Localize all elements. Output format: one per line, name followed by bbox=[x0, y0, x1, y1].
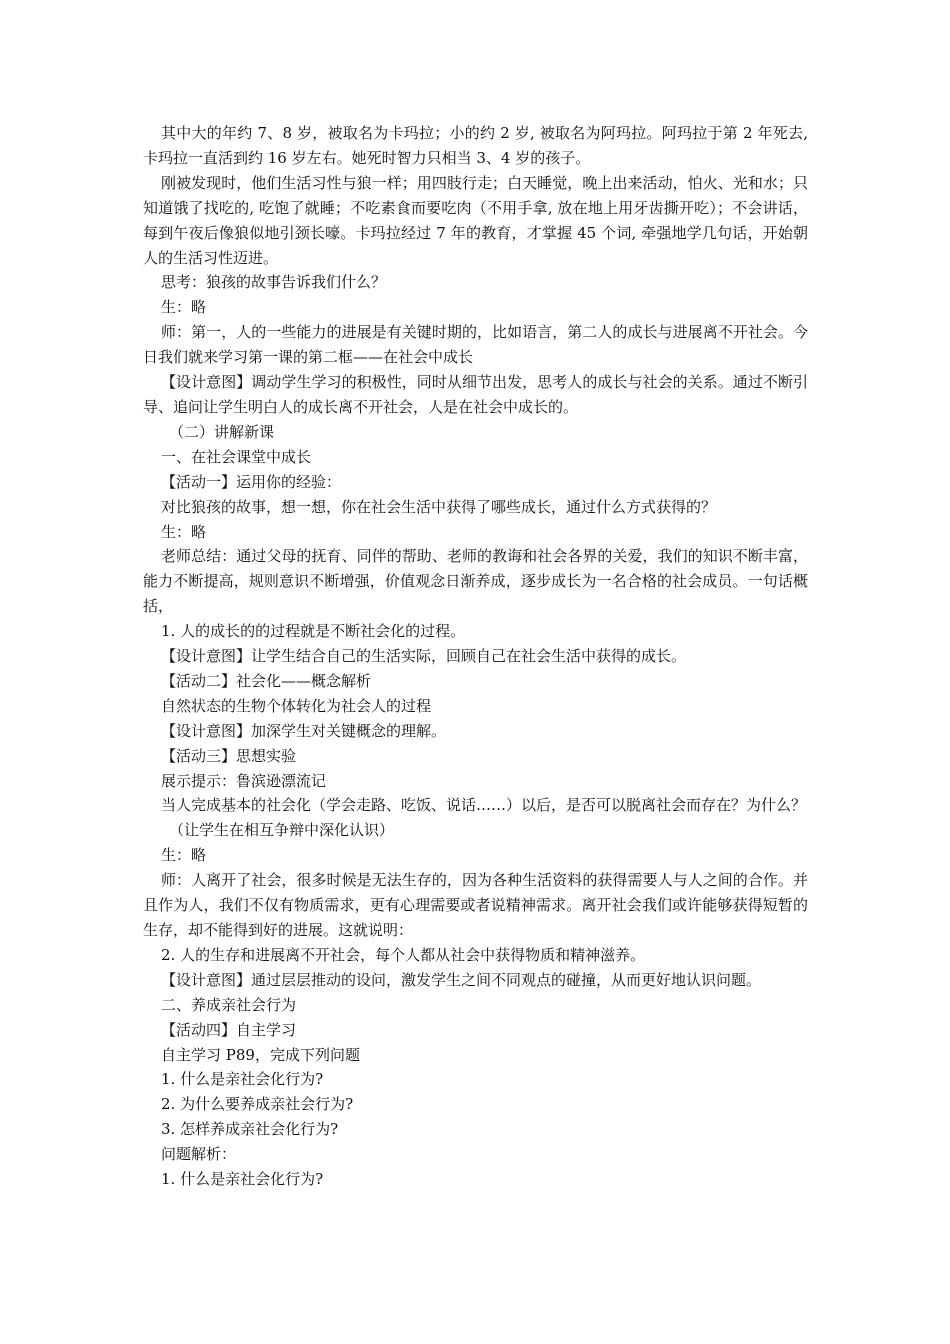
paragraph: 3. 怎样养成亲社会化行为? bbox=[161, 1120, 339, 1139]
paragraph: 【设计意图】通过层层推动的设问，激发学生之间不同观点的碰撞，从而更好地认识问题。 bbox=[161, 970, 762, 989]
paragraph: 一、在社会课堂中成长 bbox=[161, 447, 312, 466]
paragraph: 二、养成亲社会行为 bbox=[161, 995, 297, 1014]
paragraph: 刚被发现时，他们生活习性与狼一样；用四肢行走；白天睡觉，晚上出来活动，怕火、光和水；只知道饿了找吃的, 吃饱了就睡；不吃素食而要吃肉（不用手拿, 放在地上用牙齿撕开吃）；不会讲话，每到午夜后像狼似地引颈长嚎。卡玛拉经过 7 年的教育，才掌握 45 个词, 牵强地学几句话，开始朝人的生活习性迈进。 bbox=[143, 173, 808, 267]
paragraph: 【设计意图】让学生结合自己的生活实际，回顾自己在社会生活中获得的成长。 bbox=[161, 647, 687, 666]
paragraph: 师：人离开了社会，很多时候是无法生存的，因为各种生活资料的获得需要人与人之间的合作。并且作为人，我们不仅有物质需求，更有心理需要或者说精神需求。离开社会我们或许能够获得短暂的生存，却不能得到好的进展。这就说明： bbox=[143, 871, 808, 939]
paragraph: 【设计意图】加深学生对关键概念的理解。 bbox=[161, 721, 447, 740]
paragraph: 1. 人的成长的的过程就是不断社会化的过程。 bbox=[161, 622, 466, 641]
paragraph: （让学生在相互争辩中深化认识） bbox=[169, 821, 395, 840]
paragraph: 自主学习 P89，完成下列问题 bbox=[161, 1045, 360, 1064]
paragraph: 生：略 bbox=[161, 522, 207, 541]
paragraph: 【活动三】思想实验 bbox=[161, 746, 297, 765]
paragraph: 2. 为什么要养成亲社会行为? bbox=[161, 1095, 354, 1114]
paragraph: 【活动四】自主学习 bbox=[161, 1020, 297, 1039]
paragraph: 【设计意图】调动学生学习的积极性，同时从细节出发，思考人的成长与社会的关系。通过不断引导、追问让学生明白人的成长离不开社会，人是在社会中成长的。 bbox=[143, 373, 808, 416]
paragraph: （二）讲解新课 bbox=[169, 422, 275, 441]
paragraph: 1. 什么是亲社会化行为? bbox=[161, 1070, 324, 1089]
paragraph: 2. 人的生存和进展离不开社会，每个人都从社会中获得物质和精神滋养。 bbox=[161, 945, 646, 964]
paragraph: 生：略 bbox=[161, 298, 207, 317]
document-body bbox=[143, 121, 808, 1192]
paragraph: 师：第一，人的一些能力的进展是有关键时期的，比如语言，第二人的成长与进展离不开社会。今日我们就来学习第一课的第二框——在社会中成长 bbox=[143, 323, 808, 367]
paragraph: 【活动一】运用你的经验： bbox=[161, 472, 342, 491]
paragraph: 思考：狼孩的故事告诉我们什么？ bbox=[161, 273, 387, 292]
paragraph: 当人完成基本的社会化（学会走路、吃饭、说话……）以后，是否可以脱离社会而存在？为什么？ bbox=[161, 796, 807, 815]
paragraph: 【活动二】社会化——概念解析 bbox=[161, 671, 372, 690]
paragraph: 对比狼孩的故事，想一想，你在社会生活中获得了哪些成长，通过什么方式获得的？ bbox=[161, 497, 717, 516]
paragraph: 自然状态的生物个体转化为社会人的过程 bbox=[161, 696, 432, 715]
paragraph: 展示提示：鲁滨逊漂流记 bbox=[161, 771, 327, 790]
paragraph: 老师总结：通过父母的抚育、同伴的帮助、老师的教诲和社会各界的关爱，我们的知识不断丰富，能力不断提高，规则意识不断增强，价值观念日渐养成，逐步成长为一名合格的社会成员。一句话概括， bbox=[143, 547, 808, 616]
paragraph: 其中大的年约 7、8 岁，被取名为卡玛拉；小的约 2 岁, 被取名为阿玛拉。阿玛拉于第 2 年死去, 卡玛拉一直活到约 16 岁左右。她死时智力只相当 3、4 岁的孩子。 bbox=[143, 124, 808, 167]
paragraph: 生：略 bbox=[161, 846, 207, 865]
paragraph: 问题解析： bbox=[161, 1145, 237, 1164]
paragraph: 1. 什么是亲社会化行为? bbox=[161, 1170, 324, 1189]
